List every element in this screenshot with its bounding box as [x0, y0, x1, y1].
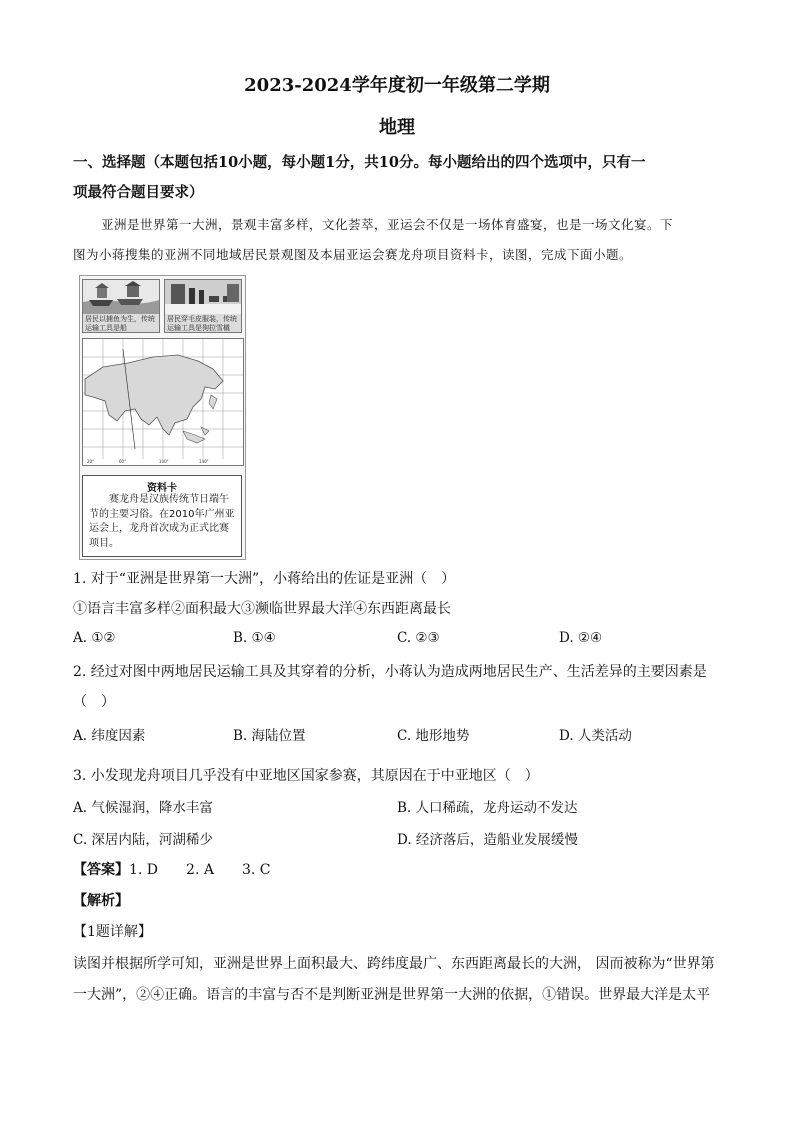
svg-text:20°: 20° — [87, 459, 95, 464]
q3-stem: 3. 小发现龙舟项目几乎没有中亚地区国家参赛，其原因在于中亚地区（ ） — [73, 768, 539, 784]
photo1-caption: 居民以捕鱼为生，传统运输工具是船 — [85, 315, 155, 332]
section-heading-line2: 项最符合题目要求） — [73, 184, 204, 201]
info-card-body: 赛龙舟是汉族传统节日端午节的主要习俗。在2010年广州亚运会上，龙舟首次成为正式比赛项目。 — [89, 494, 235, 549]
detail-line1: 读图并根据所学可知，亚洲是世界上面积最大、跨纬度最广、东西距离最长的大洲， 因而被称为“世界第 — [73, 956, 715, 972]
intro-line1: 亚洲是世界第一大洲，景观丰富多样，文化荟萃，亚运会不仅是一场体育盛宴，也是一场文化宴。下 — [101, 217, 674, 232]
answer-text: 1. D 2. A 3. C — [129, 862, 271, 878]
photo2-caption: 居民穿毛皮服装，传统运输工具是狗拉雪橇 — [167, 315, 237, 332]
svg-text:60°: 60° — [119, 459, 127, 464]
q2-stem: 2. 经过对图中两地居民运输工具及其穿着的分析，小蒋认为造成两地居民生产、生活差异的主要因素是 — [73, 664, 707, 680]
q1-detail-label: 【1题详解】 — [73, 924, 152, 940]
answer-line — [73, 859, 270, 879]
q2-option-b[interactable]: B. 海陆位置 — [233, 728, 306, 744]
analysis-label: 【解析】 — [73, 893, 129, 909]
asia-map — [82, 338, 244, 466]
detail-line2: 一大洲”，②④正确。语言的丰富与否不是判断亚洲是世界第一大洲的依据，①错误。世界最大洋是太平 — [73, 987, 711, 1003]
q1-option-c[interactable]: C. ②③ — [397, 630, 440, 646]
q1-option-b[interactable]: B. ①④ — [233, 630, 276, 646]
info-card — [82, 475, 242, 557]
exam-title: 2023-2024学年度初一年级第二学期 — [244, 75, 550, 96]
q2-stem-bracket: （ ） — [73, 694, 115, 710]
subject-title: 地理 — [379, 117, 415, 138]
sled-photo — [164, 279, 242, 333]
fishing-village-photo — [82, 279, 160, 333]
q1-stem: 1. 对于“亚洲是世界第一大洲”，小蒋给出的佐证是亚洲（ ） — [73, 571, 456, 587]
asia-figure — [79, 275, 246, 560]
q3-option-a[interactable]: A. 气候湿润，降水丰富 — [73, 800, 213, 816]
intro-line2: 图为小蒋搜集的亚洲不同地域居民景观图及本届亚运会赛龙舟项目资料卡，读图，完成下面小题。 — [73, 247, 633, 262]
q2-option-d[interactable]: D. 人类活动 — [559, 728, 632, 744]
section-heading-line1: 一、选择题（本题包括10小题，每小题1分，共10分。每小题给出的四个选项中，只有一 — [73, 154, 646, 171]
sled-scene-illustration — [165, 280, 241, 314]
q3-option-c[interactable]: C. 深居内陆，河湖稀少 — [73, 832, 213, 848]
q2-option-c[interactable]: C. 地形地势 — [397, 728, 470, 744]
asia-map-drawing — [83, 339, 243, 465]
boat-scene-illustration — [83, 280, 159, 314]
q3-option-b[interactable]: B. 人口稀疏，龙舟运动不发达 — [397, 800, 578, 816]
q1-statements: ①语言丰富多样②面积最大③濒临世界最大洋④东西距离最长 — [73, 601, 451, 617]
answer-label: 【答案】 — [73, 862, 129, 878]
svg-text:100°: 100° — [159, 459, 169, 464]
q1-option-d[interactable]: D. ②④ — [559, 630, 603, 646]
q1-option-a[interactable]: A. ①② — [73, 630, 116, 646]
q2-option-a[interactable]: A. 纬度因素 — [73, 728, 146, 744]
q3-option-d[interactable]: D. 经济落后，造船业发展缓慢 — [397, 832, 578, 848]
svg-text:140°: 140° — [199, 459, 209, 464]
info-card-title: 资料卡 — [147, 483, 177, 494]
